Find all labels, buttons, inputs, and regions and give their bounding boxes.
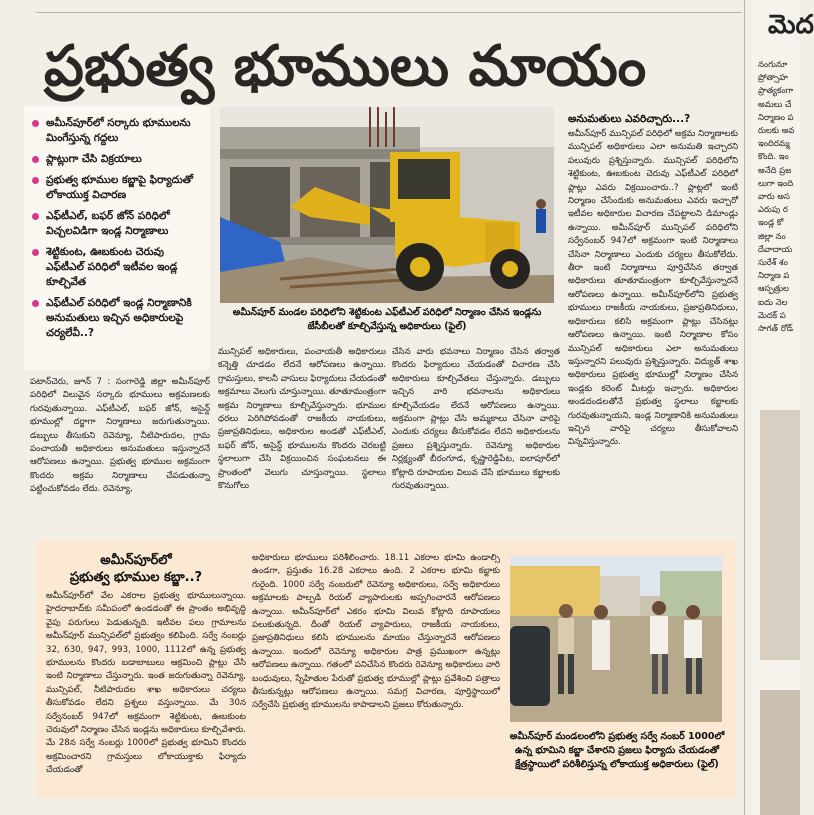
adjacent-text-line: ప్రాత్యకంగా <box>758 85 794 96</box>
adjacent-text-line: కొంది. ఇం <box>758 151 789 162</box>
adjacent-text-line: అనేది ప్రజ <box>758 164 792 175</box>
bullet-item <box>28 296 204 341</box>
inspection-photo <box>510 556 722 722</box>
demolition-photo <box>220 107 554 303</box>
body-paragraph-1: పటాన్‌చెరు, జూన్ 7 : సంగారెడ్డి జిల్లా అమీన్‌పూర్ పరిధిలో విలువైన సర్కారు భూములు అక్రమణలకు గురవుతున్నాయి. ఎఫ్‌టీఎల్, బఫర్ జోన్, అసైన్డ్ భూముల్లో దర్జాగా నిర్మాణాలు జరుగుతున్నాయి. డబ్బులు తీసుకుని రెవెన్యూ, నీటిపారుదల, గ్రామ పంచాయతీ అధికారులు అనుమతులు ఇస్తున్నారనే ఆరోపణలు ఉన్నాయి. ప్రభుత్వ భూముల అక్రమంగా కొందరు అక్రమ నిర్మాణాలు చేపడుతున్నా పట్టించుకోవడం లేదు. రెవెన్యూ, <box>30 377 210 495</box>
adjacent-text-line: జిల్లా నం <box>758 230 786 241</box>
adjacent-text <box>758 58 802 335</box>
adjacent-text-line: అమలు చే <box>758 98 792 109</box>
bullet-text: శెట్టికుంట, ఊబకుంట చెరువు ఎఫ్‌టీఎల్ పరిధిలో ఇటీవల ఇండ్ల కూల్చివేత <box>46 246 178 288</box>
adjacent-article <box>752 0 814 815</box>
bullet-text: ప్లాట్లుగా చేసి విక్రయాలు <box>46 153 142 165</box>
bullet-dot-icon <box>32 156 39 163</box>
bullet-text: ఎఫ్‌టీఎల్, బఫర్ జోన్ పరిధిలో విచ్చలవిడిగా ఇండ్ల నిర్మాణాలు <box>46 210 170 237</box>
sidebar-text <box>568 128 738 526</box>
inspection-photo-caption: అమీన్‌పూర్ మండలంలోని ప్రభుత్వ సర్వే నంబర్ 1000లో ఉన్న భూమిని కబ్జా చేశారని ప్రజలు ఫిర్యాదు చేయడంతో క్షేత్రస్థాయిలో పరిశీలిస్తున్న లోకాయుక్త అధికారులు (ఫైల్) <box>509 731 725 770</box>
adjacent-text-line: ఎరుపు ర <box>758 204 788 215</box>
body-column-2 <box>218 346 386 530</box>
adjacent-photo <box>760 410 800 660</box>
bullet-list <box>24 106 210 351</box>
bullet-text: ఎఫ్‌టీఎల్ పరిధిలో ఇండ్ల నిర్మాణానికి అనుమతులు ఇచ్చిన అధికారులపై చర్యలేవీ..? <box>46 297 192 339</box>
demolition-photo-caption: అమీన్‌పూర్ మండల పరిధిలోని శెట్టికుంట ఎఫ్‌టీఎల్ పరిధిలో నిర్మాణం చేసిన ఇండ్లను జేసీబీలతో కూల్చివేస్తున్న అధికారులు (ఫైల్) <box>232 307 542 332</box>
body-paragraph-3: చేసిన వారు భవనాలు నిర్మాణం చేసిన తర్వాత కొందరు ఫిర్యాదులు చేయడంతో విచారణ చేసి అధికారులు కూల్చివేతలు చేస్తున్నారు. డబ్బులు ఇచ్చిన వారి భవనాలను అధికారులు కూల్చివేయడం లేదనే ఆరోపణలు ఉన్నాయి. అక్రమంగా ప్లాట్లు చేసి అమ్మకాలు చేసినా వారిపై ఎందుకు చర్యలు తీసుకోవడం లేదని అధికారులను ప్రజలు ప్రశ్నిస్తున్నారు. రెవెన్యూ అధికారుల నిర్లక్ష్యంతో బీరంగూడ, కృష్ణారెడ్డిపేట, ఐలాపూర్‌లో కోట్లాది రూపాయల విలువ చేసే భూములు కబ్జాలకు గురవుతున్నాయి. <box>392 347 560 492</box>
body-column-3 <box>392 346 560 530</box>
box-paragraph-1: అమీన్‌పూర్‌లో వేల ఎకరాల ప్రభుత్వ భూములున్నాయి. హైదరాబాద్‌కు సమీపంలో ఉండడంతో ఈ ప్రాంతం అభివృద్ధి వైపు పరుగులు పెడుతున్నది. ఇటీవల పలు గ్రామాలను అమీన్‌పూర్ మున్సిపల్‌లో ప్రభుత్వం కలిపింది. సర్వే నంబర్లు 32, 630, 947, 993, 1000, 1112లో ఉన్న ప్రభుత్వ భూములను కొందరు బడాబాబులు ఆక్రమించి ప్లాట్లు చేసి ఇంటి నిర్మాణాలు చేస్తున్నారు. ఇంత జరుగుతున్నా రెవెన్యూ, మున్సిపల్, నీటిపారుదల శాఖ అధికారులు చర్యలు తీసుకోవడం లేదని ప్రశ్నలు వస్తున్నాయి. మే 30న సర్వేనంబర్ 947లో అక్రమంగా శెట్టికుంట, ఊబకుంట చెరువులో నిర్మాణం చేసిన ఇండ్లను అధికారులు కూల్చివేశారు. మే 28న సర్వే నంబర్లు 1000లో ప్రభుత్వ భూమిని కొందరు అక్రమించారని గ్రామస్తులు లోకాయుక్తాకు ఫిర్యాదు చేయడంతో <box>46 591 246 776</box>
adjacent-text-line: మెదక్ ప <box>758 309 786 320</box>
adjacent-text-line: ప్రోత్సాహ <box>758 72 788 83</box>
column-divider <box>744 0 745 815</box>
box-heading-line-1: అమీన్‌పూర్‌లో <box>100 553 172 568</box>
headline: ప్రభుత్వ భూములు మాయం <box>44 33 647 99</box>
bullet-item <box>28 209 204 239</box>
adjacent-text-line: నంగునూ <box>758 59 788 69</box>
box-heading <box>48 552 224 586</box>
bullet-dot-icon <box>32 177 39 184</box>
bullet-item <box>28 173 204 203</box>
adjacent-text-line: ఇందిరమ్మ <box>758 138 790 149</box>
bullet-dot-icon <box>32 120 39 127</box>
box-paragraph-2: అధికారులు భూములు పరిశీలించారు. 18.11 ఎకరాల భూమి ఉండాల్సి ఉండగా, ప్రస్తుతం 16.28 ఎకరాలు ఉంది. 2 ఎకరాల భూమి కబ్జాకు గురైంది. 1000 సర్వే నంబరులో రెవెన్యూ అధికారులు, సర్వే అధికారులు అక్రమాలకు పాల్పడి రియల్ వ్యాపారులకు అప్పగించారనే ఆరోపణలు ఉన్నాయి. అమీన్‌పూర్‌లో ఎకరం భూమి విలువ కోట్లాది రూపాయలు పలుకుతున్నది. దీంతో రియల్ వ్యాపారులు, రాజకీయ నాయకులు, ప్రజాప్రతినిధులు కలిసి భూములను మాయం చేస్తున్నారనే ఆరోపణలు ఉన్నాయి. ఇందులో రెవెన్యూ అధికారుల పాత్ర ప్రముఖంగా ఉన్నట్లు ఆరోపణలు ఉన్నాయి. గతంలో పనిచేసిన కొందరు రెవెన్యూ అధికారులు వారి బంధువులు, స్నేహితుల పేరుతో ప్రభుత్వ భూముల్లో ప్లాట్లు ప్రవేశించి పత్రాలు తీసుకున్నట్లు ఆరోపణలు ఉన్నాయి. సమగ్ర విచారణ, పూర్తిస్థాయిలో సర్వేచేసి ప్రభుత్వ భూములను కాపాడాలని ప్రజలు కోరుతున్నారు. <box>252 553 500 711</box>
top-rule <box>36 12 742 13</box>
box-column-1 <box>46 590 246 790</box>
bullet-box <box>24 106 210 370</box>
adjacent-text-line: సురేశ్ శం <box>758 257 788 268</box>
adjacent-text-line: ఆస్పత్రుల <box>758 283 789 294</box>
bullet-text: ప్రభుత్వ భూముల కబ్జాపై ఫిర్యాదుతో లోకాయుక్త విచారణ <box>46 174 193 201</box>
adjacent-headline: మెద <box>768 10 814 40</box>
adjacent-text-line: నిర్మాణం ప <box>758 111 794 122</box>
bullet-text: అమీన్‌పూర్‌లో సర్కారు భూములను మింగేస్తున్న గద్దలు <box>46 117 191 144</box>
bullet-item <box>28 245 204 290</box>
adjacent-text-line: ఇండ్ల కో <box>758 217 784 228</box>
bullet-dot-icon <box>32 213 39 220</box>
bullet-item <box>28 152 204 167</box>
box-heading-line-2: ప్రభుత్వ భూముల కబ్జా..? <box>69 570 203 585</box>
adjacent-text-line: నిర్మాణ ప <box>758 270 790 281</box>
adjacent-text-line: లుగా ఇంది <box>758 177 794 188</box>
bullet-dot-icon <box>32 300 39 307</box>
adjacent-text-line: దేవాదాయ <box>758 243 793 254</box>
bullet-dot-icon <box>32 249 39 256</box>
body-paragraph-2: మున్సిపల్ అధికారులు, పంచాయతీ అధికారులు కన్నెత్తి చూడడం లేదనే ఆరోపణలు ఉన్నాయి. గ్రామస్తులు, కాలనీ వాసులు ఫిర్యాదులు చేయడంతో అక్రమాలు వెలుగు చూస్తున్నాయి. తూతూమంత్రంగా అక్రమ నిర్మాణాలు కూల్చివేస్తున్నారు. భూముల ధరలు పెరిగిపోవడంతో రాజకీయ నాయకులు, ప్రజాప్రతినిధులు, అధికారుల అండతో ఎఫ్‌టీఎల్, బఫర్ జోన్, అసైన్డ్ భూములను కొందరు చెరబట్టి స్థలాలుగా చేసి విక్రయించిన సంఘటనలు ఈ ప్రాంతంలో వెలుగు చూస్తున్నాయి. స్థలాలు కొనుగోలు <box>218 347 386 492</box>
box-column-2 <box>252 552 500 790</box>
adjacent-text-line: రులకు అవ <box>758 125 795 136</box>
sidebar-paragraph: అమీన్‌పూర్ మున్సిపల్ పరిధిలో అక్రమ నిర్మాణాలకు మున్సిపల్ అధికారులు ఎలా అనుమతి ఇచ్చారని పలువురు ప్రశ్నిస్తున్నారు. మున్సిపల్ పరిధిలోని శెట్టికుంట, ఊబకుంట చెరువు ఎఫ్‌టీఎల్ పరిధిలో ప్లాట్లు ఎవరు విక్రయించారు..? ప్లాట్లలో ఇంటి నిర్మాణం చేసేందుకు అనుమతులు ఎవరు ఇచ్చారో ఇటీవల అధికారుల విచారణ చేపట్టాలని డిమాండ్లు ఉన్నాయి. అమీన్‌పూర్ మున్సిపల్ పరిధిలోని సర్వేనంబర్ 947లో అక్రమంగా ఇంటి నిర్మాణాలు చేసినా నిర్మాణాలు ఎందుకు చర్యలు తీసుకోలేదు. తీరా ఇంటి నిర్మాణాలు పూర్తిచేసిన తర్వాత అధికారులు తూతూమంత్రంగా కూల్చివేస్తున్నారనే ఆరోపణలు ఉన్నాయి. అమీన్‌పూర్‌లోని ప్రభుత్వ భూములు రాజకీయ నాయకులు, ప్రజాప్రతినిధులు, అధికారులు కలిసి అక్రమంగా ప్లాట్లు చేసినట్లు ఆరోపణలు ఉన్నాయి. ఇంటి నిర్మాణాల కోసం మున్సిపల్ అధికారులు ఎలా అనుమతులు ఇస్తున్నారని పలువురు ప్రశ్నిస్తున్నారు. విద్యుత్ శాఖ అధికారులు ప్రభుత్వ భూముల్లో నిర్మాణం చేసిన ఇండ్లకు కరెంట్ మీటర్లు ఇచ్చారు. అధికారుల అండదండలతోనే ప్రభుత్వ స్థలాలు కబ్జాలకు గురవుతున్నాయని, ఇండ్ల నిర్మాణానికి అనుమతులు ఇచ్చిన వారిపై చర్యలు తీసుకోవాలని విన్నవిస్తున్నారు. <box>568 129 738 448</box>
adjacent-photo-2 <box>760 690 800 815</box>
adjacent-text-line: వారు అస <box>758 191 790 202</box>
body-column-1 <box>30 376 210 530</box>
adjacent-text-line: సాగత్ రోడ్ <box>758 323 794 334</box>
bullet-item <box>28 116 204 146</box>
sidebar-heading: అనుమతులు ఎవరిచ్చారు...? <box>568 113 691 125</box>
adjacent-text-line: ఐదు నెల <box>758 296 788 307</box>
